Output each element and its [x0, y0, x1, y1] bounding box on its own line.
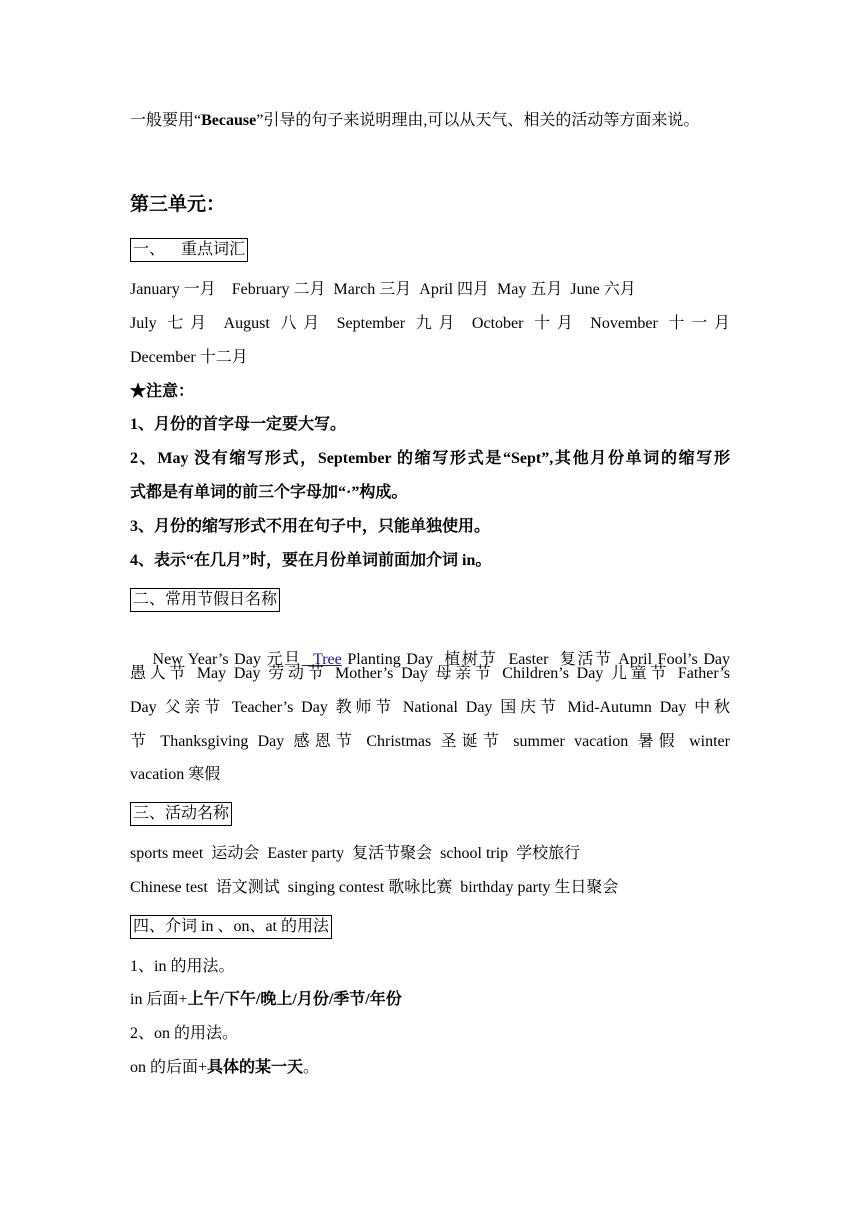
section-4-heading — [130, 915, 332, 939]
in-usage-title: 1、in 的用法。 — [130, 958, 235, 975]
section-4-title: 四、介词 in 、on、at 的用法 — [130, 915, 332, 939]
holidays-line-5: vacation 寒假 — [130, 766, 221, 783]
intro-text-pre: 一般要用“ — [130, 112, 202, 129]
months-line-2: July 七月 August 八月 September 九月 October 十月 November 十一月 — [130, 315, 730, 332]
in-usage-rule-bold: 上午/下午/晚上/月份/季节/年份 — [187, 991, 402, 1008]
holidays-line-1-post: Planting Day 植树节 Easter 复活节 April Fool’s Day — [341, 651, 730, 668]
section-2-title: 二、常用节假日名称 — [130, 588, 280, 612]
activities-line-2: Chinese test 语文测试 singing contest 歌咏比赛 birthday party 生日聚会 — [130, 879, 619, 896]
on-usage-title: 2、on 的用法。 — [130, 1025, 239, 1042]
note-2-cont: 式都是有单词的前三个字母加“·”构成。 — [130, 484, 408, 501]
section-3-heading — [130, 802, 232, 826]
holidays-line-1-pre: New Year’s Day 元旦 — [152, 651, 302, 668]
section-2-heading — [130, 588, 280, 612]
months-line-3: December 十二月 — [130, 349, 248, 366]
section-3-title: 三、活动名称 — [130, 802, 232, 826]
tree-link[interactable]: Tree — [301, 651, 342, 668]
on-usage-rule-bold: 具体的某一天 — [207, 1059, 304, 1076]
on-usage-rule-post: 。 — [303, 1059, 320, 1076]
intro-bold-because: Because — [201, 112, 257, 129]
intro-text-post: ”引导的句子来说明理由,可以从天气、相关的活动等方面来说。 — [256, 112, 700, 129]
note-4: 4、表示“在几月”时，要在月份单词前面加介词 in。 — [130, 552, 492, 569]
section-1-heading — [130, 238, 248, 262]
section-1-title: 一、 重点词汇 — [130, 238, 248, 262]
holidays-line-4: 节 Thanksgiving Day 感恩节 Christmas 圣诞节 summer vacation 暑假 winter — [130, 733, 730, 750]
holidays-line-2: 愚人节 May Day 劳动节 Mother’s Day 母亲节 Children’s Day 儿童节 Father’s — [130, 665, 730, 682]
in-usage-rule-pre: in 后面+ — [130, 991, 188, 1008]
note-title: ★注意： — [130, 383, 195, 400]
intro-paragraph — [130, 111, 699, 131]
in-usage-rule — [130, 990, 402, 1010]
activities-line-1: sports meet 运动会 Easter party 复活节聚会 school trip 学校旅行 — [130, 845, 581, 862]
on-usage-rule-pre: on 的后面+ — [130, 1059, 208, 1076]
months-line-1: January 一月 February 二月 March 三月 April 四月 May 五月 June 六月 — [130, 281, 636, 298]
holidays-line-3: Day 父亲节 Teacher’s Day 教师节 National Day 国庆节 Mid-Autumn Day 中秋 — [130, 699, 730, 716]
unit-title: 第三单元： — [130, 194, 226, 215]
note-2: 2、May 没有缩写形式，September 的缩写形式是“Sept”,其他月份单词的缩写形 — [130, 450, 730, 467]
note-1: 1、月份的首字母一定要大写。 — [130, 416, 347, 433]
on-usage-rule — [130, 1058, 319, 1078]
note-3: 3、月份的缩写形式不用在句子中，只能单独使用。 — [130, 518, 491, 535]
